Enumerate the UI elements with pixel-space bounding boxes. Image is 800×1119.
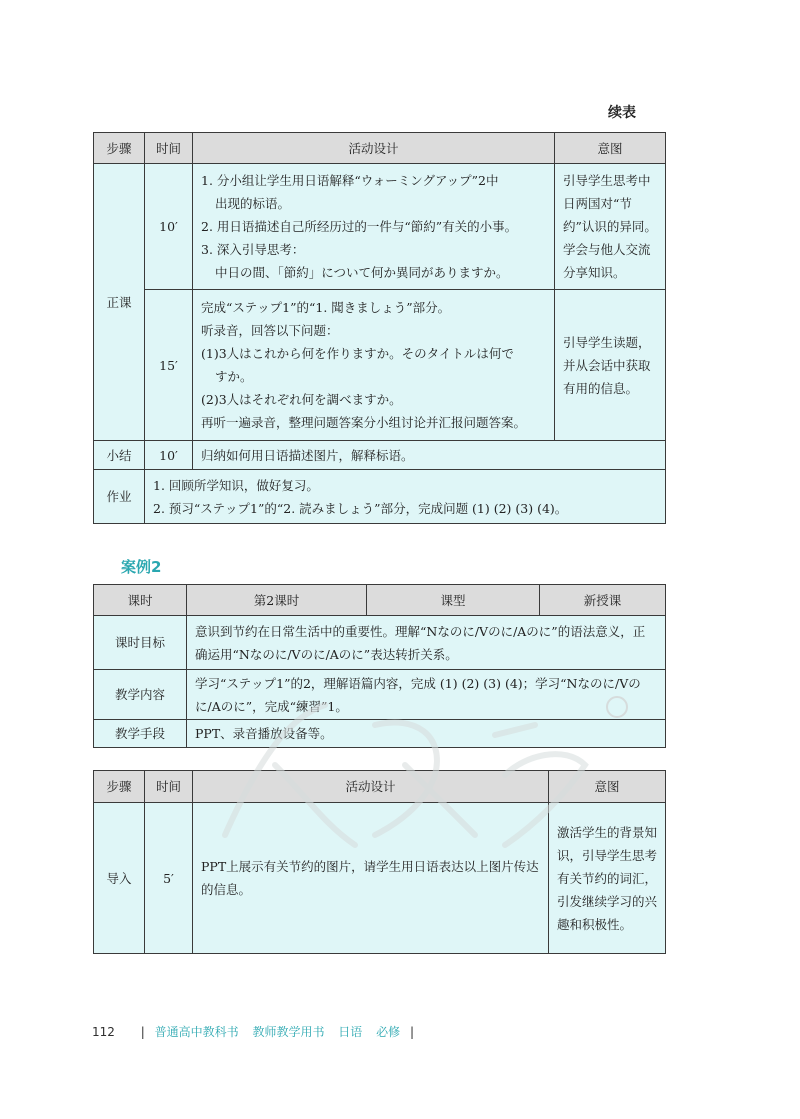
- table-header-row: [94, 585, 666, 616]
- table-row: [94, 441, 666, 470]
- lesson-value: 第2课时: [187, 585, 367, 616]
- goal-label: 课时目标: [94, 616, 187, 670]
- table-row: [94, 720, 666, 748]
- footer-divider: |: [140, 1025, 145, 1039]
- table-header-row: [94, 133, 666, 164]
- intent-cell: 激活学生的背景知识，引导学生思考有关节约的词汇，引发继续学习的兴趣和积极性。: [549, 803, 666, 954]
- header-time: 时间: [145, 771, 193, 803]
- activity-line: 出现的标语。: [215, 196, 291, 211]
- activity-line: (2)3人はそれぞれ何を調べますか。: [201, 392, 402, 407]
- homework-item: 2. 预习“ステップ1”的“2. 読みましょう”部分，完成问题 (1) (2) (3) (4)。: [153, 500, 568, 516]
- lesson-info-table: [93, 584, 666, 748]
- table-header-row: [94, 771, 666, 803]
- activity-line: 3. 深入引导思考：: [201, 242, 305, 257]
- table-row: [94, 164, 666, 290]
- content-value: 学习“ステップ1”的2，理解语篇内容，完成 (1) (2) (3) (4)；学习“Nなのに/Vのに/Aのに”，完成“練習”1。: [187, 670, 666, 720]
- intent-cell: 引导学生读题，并从会话中获取有用的信息。: [555, 290, 666, 441]
- step-homework: 作业: [94, 470, 145, 524]
- header-intent: 意图: [555, 133, 666, 164]
- content-label: 教学内容: [94, 670, 187, 720]
- activity-line: 听录音，回答以下问题：: [201, 323, 339, 338]
- header-activity: 活动设计: [193, 771, 549, 803]
- publication-name: 普通高中教科书: [154, 1025, 239, 1039]
- activity-line: 1. 分小组让学生用日语解释“ウォーミングアップ”2中: [201, 173, 499, 188]
- step-intro: 导入: [94, 803, 145, 954]
- volume: 必修: [376, 1025, 401, 1039]
- type-value: 新授课: [540, 585, 666, 616]
- header-intent: 意图: [549, 771, 666, 803]
- table-row: [94, 290, 666, 441]
- header-time: 时间: [145, 133, 193, 164]
- time-cell: 15′: [145, 290, 193, 441]
- header-step: 步骤: [94, 133, 145, 164]
- page-footer: [92, 1023, 420, 1040]
- header-step: 步骤: [94, 771, 145, 803]
- header-activity: 活动设计: [193, 133, 555, 164]
- activity-line: (1)3人はこれから何を作りますか。そのタイトルは何で: [201, 346, 514, 361]
- book-type: 教师教学用书: [252, 1025, 325, 1039]
- activity-cell: [193, 164, 555, 290]
- table-row: [94, 803, 666, 954]
- means-value: PPT、录音播放设备等。: [187, 720, 666, 748]
- time-cell: 5′: [145, 803, 193, 954]
- subject: 日语: [338, 1025, 363, 1039]
- table-row: [94, 616, 666, 670]
- activity-line: 再听一遍录音，整理问题答案分小组讨论并汇报问题答案。: [201, 415, 527, 430]
- activity-line: すか。: [215, 369, 253, 384]
- means-label: 教学手段: [94, 720, 187, 748]
- table-row: [94, 470, 666, 524]
- step-summary: 小结: [94, 441, 145, 470]
- intent-cell: 引导学生思考中日两国对“节约”认识的异同。学会与他人交流分享知识。: [555, 164, 666, 290]
- homework-cell: [145, 470, 666, 524]
- homework-item: 1. 回顾所学知识，做好复习。: [153, 477, 319, 493]
- activity-cell: [193, 290, 555, 441]
- lesson-label: 课时: [94, 585, 187, 616]
- page-number: 112: [92, 1025, 115, 1039]
- continued-label: 续表: [608, 105, 636, 121]
- case-title: 案例2: [121, 558, 162, 576]
- table-row: [94, 670, 666, 720]
- type-label: 课型: [367, 585, 540, 616]
- lesson-steps-table-2: [93, 770, 666, 954]
- activity-line: 完成“ステップ1”的“1. 聞きましょう”部分。: [201, 300, 451, 315]
- footer-divider: |: [409, 1025, 415, 1039]
- time-cell: 10′: [145, 164, 193, 290]
- activity-line: 中日の間、「節約」について何か異同がありますか。: [215, 265, 509, 280]
- goal-value: 意识到节约在日常生活中的重要性。理解“Nなのに/Vのに/Aのに”的语法意义，正确运用“Nなのに/Vのに/Aのに”表达转折关系。: [187, 616, 666, 670]
- step-main-lesson: 正课: [94, 164, 145, 441]
- activity-cell: 归纳如何用日语描述图片，解释标语。: [193, 441, 666, 470]
- time-cell: 10′: [145, 441, 193, 470]
- activity-cell: PPT上展示有关节约的图片，请学生用日语表达以上图片传达的信息。: [193, 803, 549, 954]
- activity-line: 2. 用日语描述自己所经历过的一件与“節約”有关的小事。: [201, 219, 518, 234]
- lesson-steps-table-1: [93, 132, 666, 524]
